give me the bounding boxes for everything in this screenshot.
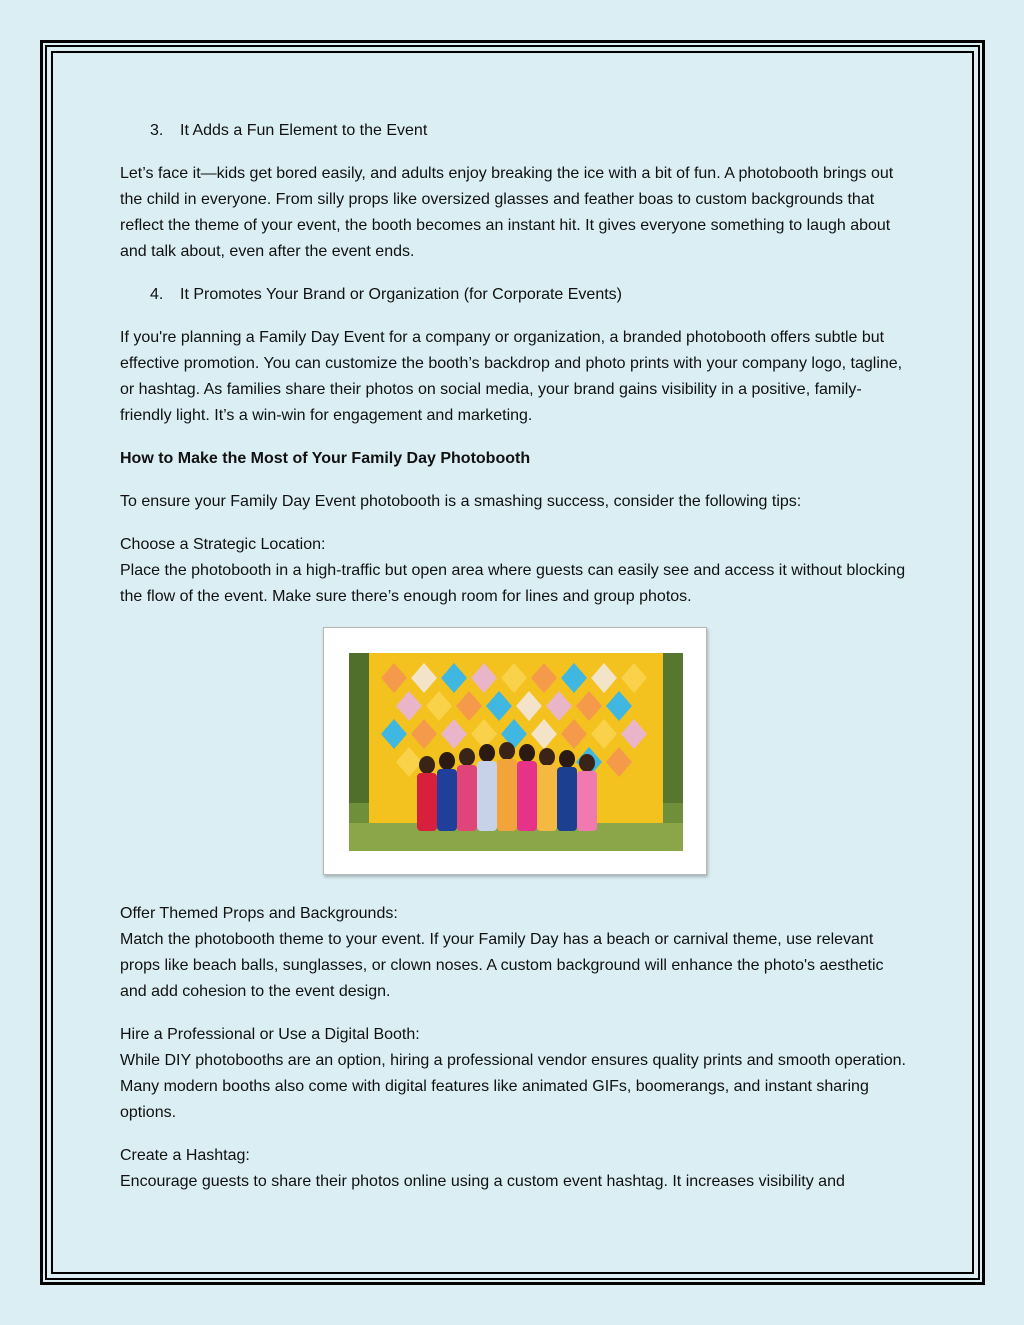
numbered-item-3 (150, 118, 910, 144)
item-number: 3. (150, 122, 164, 139)
photobooth-group-photo (349, 653, 683, 851)
photo-figure (120, 627, 910, 875)
tip-title: Choose a Strategic Location: (120, 536, 326, 553)
tip-location (120, 532, 910, 610)
item-number: 4. (150, 286, 164, 303)
tip-title: Create a Hashtag: (120, 1147, 250, 1164)
paragraph-fun-element: Let’s face it—kids get bored easily, and adults enjoy breaking the ice with a bit of fun. A photobooth brings out the child in everyone. From silly props like oversized glasses and feather boas to custom backgrounds that reflect the theme of your event, the booth becomes an instant hit. It gives everyone something to laugh about and talk about, even after the event ends. (120, 165, 894, 260)
item-title: It Adds a Fun Element to the Event (180, 122, 428, 139)
tip-body: Place the photobooth in a high-traffic but open area where guests can easily see and access it without blocking the flow of the event. Make sure there’s enough room for lines and group photos. (120, 562, 906, 605)
document-body (120, 118, 910, 1212)
tip-title: Hire a Professional or Use a Digital Booth: (120, 1026, 420, 1043)
tip-themed-props (120, 901, 910, 1005)
tip-body: Match the photobooth theme to your event. If your Family Day has a beach or carnival theme, use relevant props like beach balls, sunglasses, or clown noses. A custom background will enhance the photo's aesthetic and add cohesion to the event design. (120, 931, 884, 1000)
tip-body: Encourage guests to share their photos online using a custom event hashtag. It increases visibility and (120, 1173, 845, 1190)
paragraph-brand-promotion: If you're planning a Family Day Event for a company or organization, a branded photobooth offers subtle but effective promotion. You can customize the booth’s backdrop and photo prints with your company logo, tagline, or hashtag. As families share their photos on social media, your brand gains visibility in a positive, family-friendly light. It’s a win-win for engagement and marketing. (120, 329, 903, 424)
item-title: It Promotes Your Brand or Organization (for Corporate Events) (180, 286, 622, 303)
section-heading: How to Make the Most of Your Family Day Photobooth (120, 450, 531, 467)
paragraph-intro: To ensure your Family Day Event photobooth is a smashing success, consider the following tips: (120, 493, 802, 510)
tip-hashtag (120, 1143, 910, 1195)
tip-title: Offer Themed Props and Backgrounds: (120, 905, 398, 922)
tip-hire-professional (120, 1022, 910, 1126)
photo-frame (323, 627, 707, 875)
numbered-item-4 (150, 282, 910, 308)
tip-body: While DIY photobooths are an option, hiring a professional vendor ensures quality prints and smooth operation. Many modern booths also come with digital features like animated GIFs, boomerangs, and instant sharing options. (120, 1052, 906, 1121)
